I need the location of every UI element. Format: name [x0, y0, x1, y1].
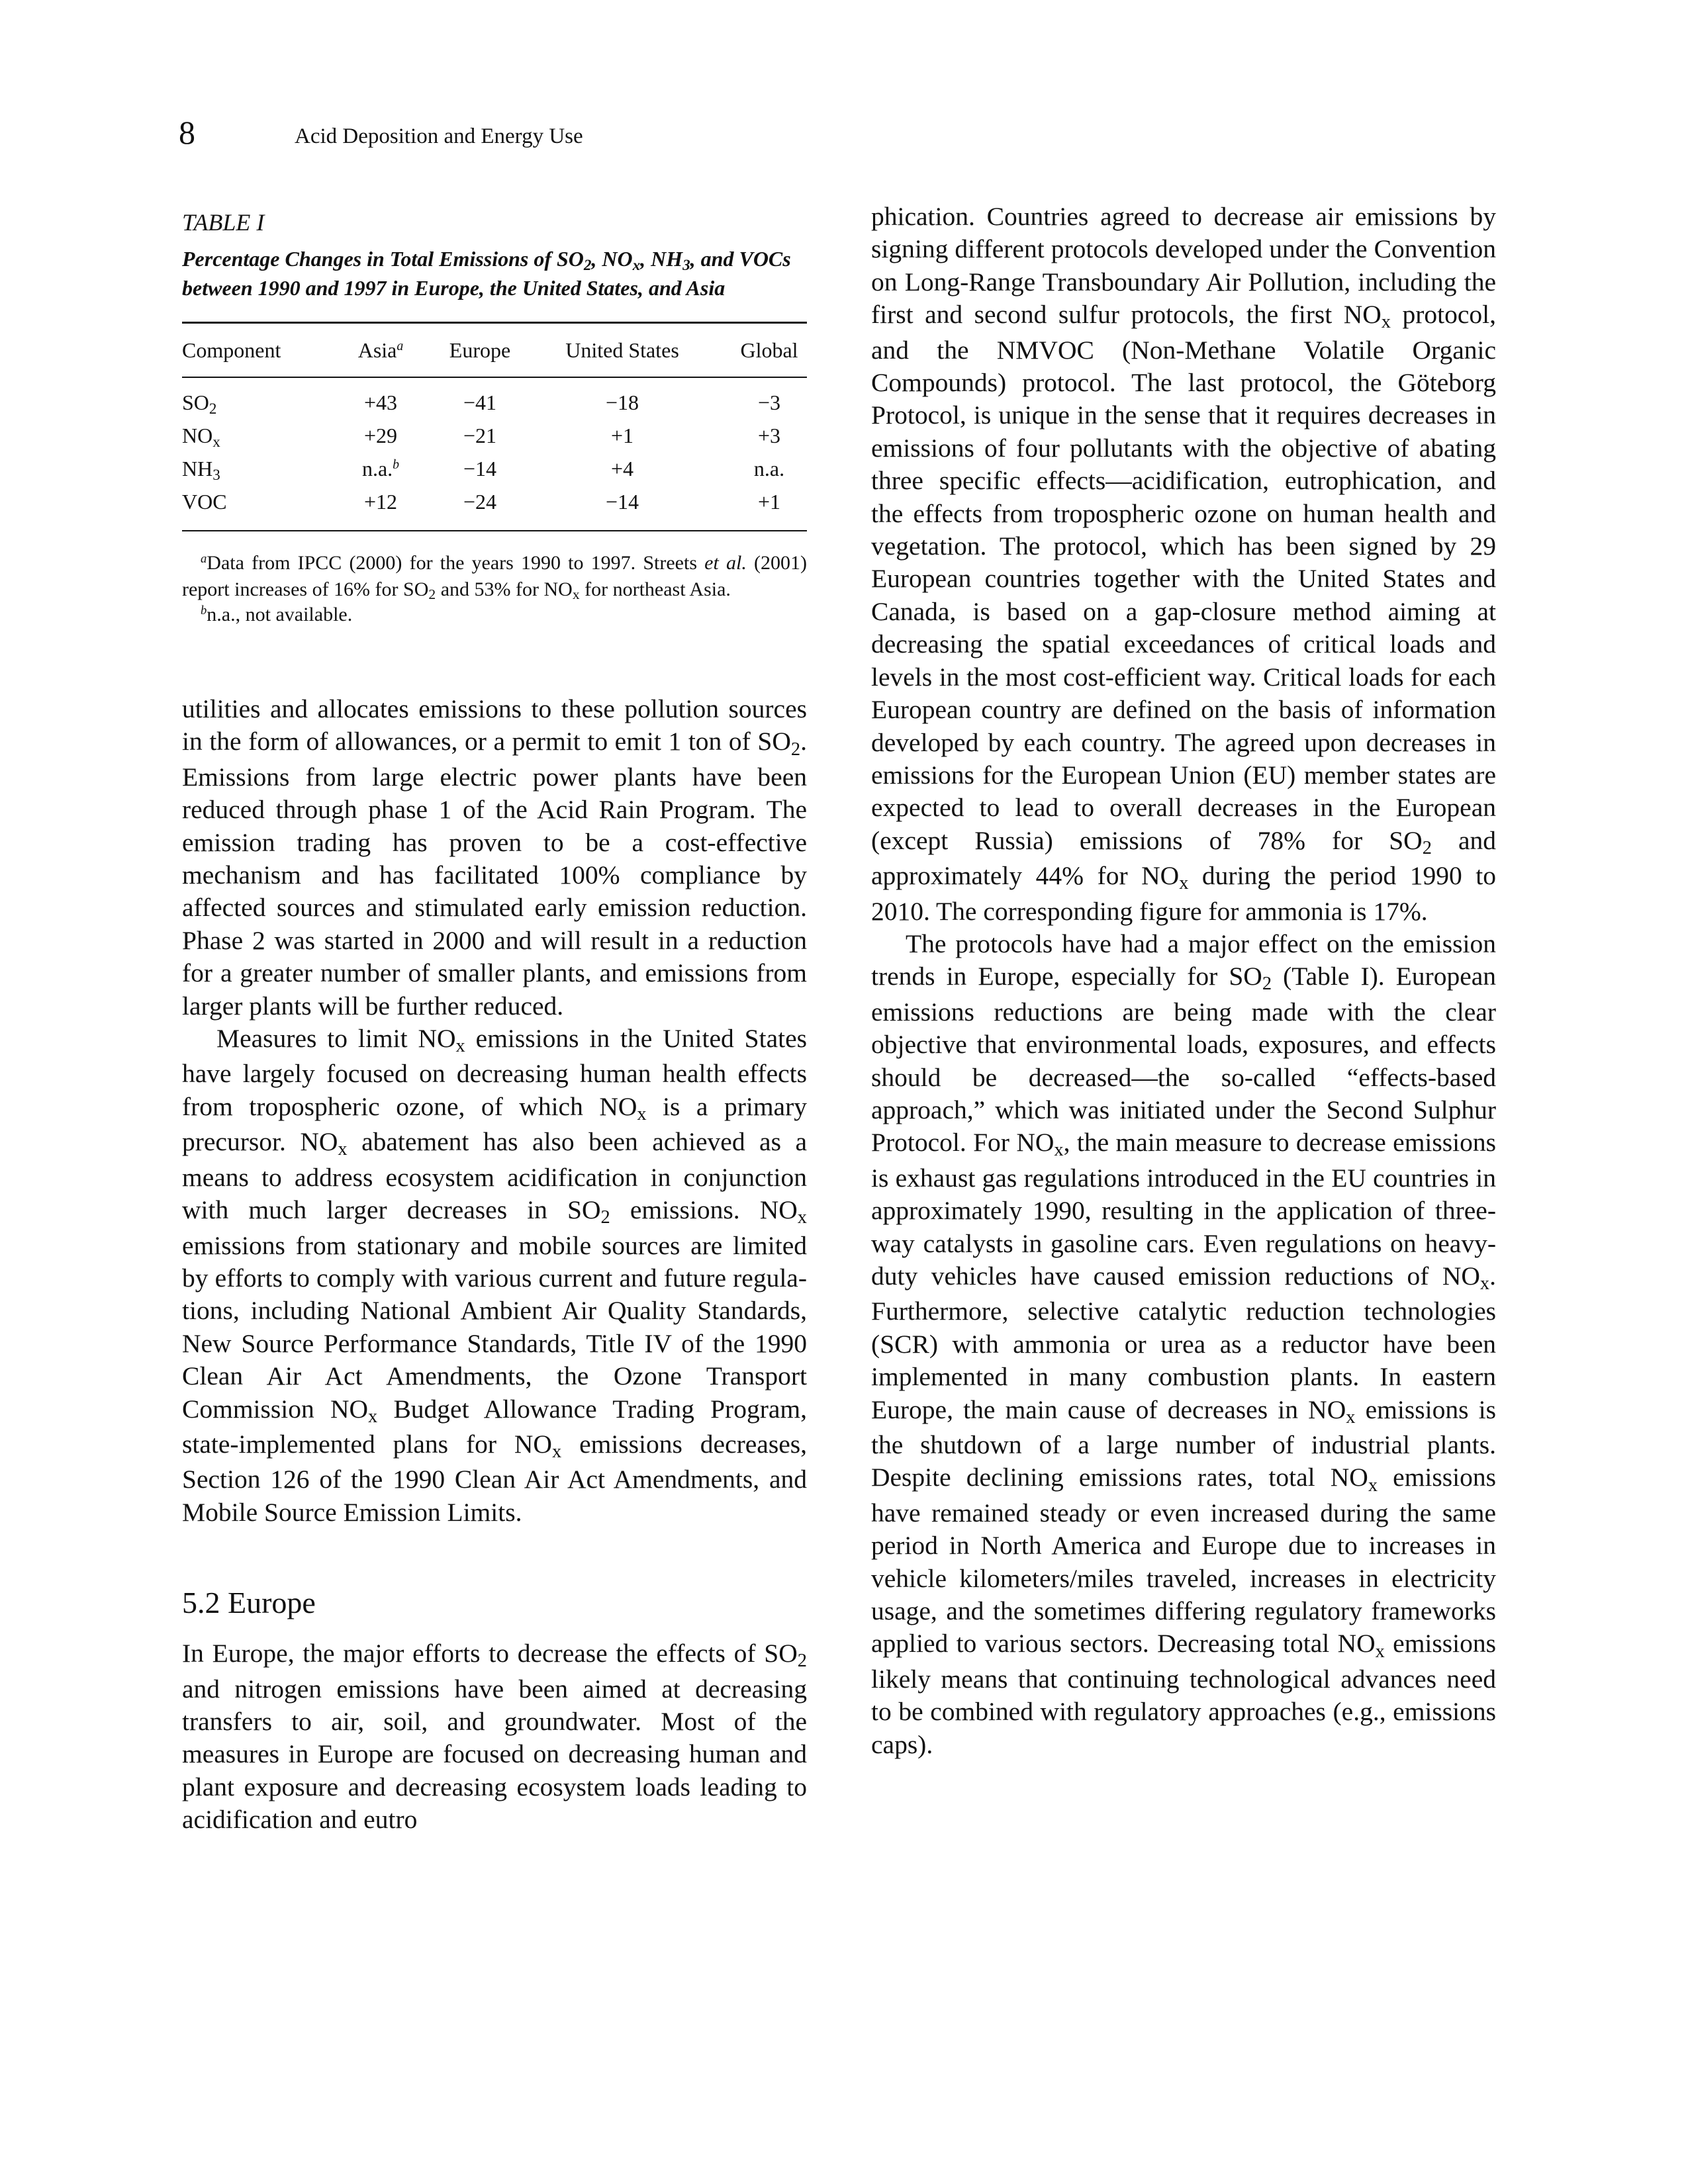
table-footnotes	[182, 531, 807, 657]
table-row: NOx +29 −21 +1 +3	[182, 424, 781, 450]
col-header-global: Global	[740, 338, 798, 362]
table-1	[182, 207, 807, 657]
section-heading: 5.2 Europe	[182, 1586, 316, 1620]
body-paragraph: phication. Countries agreed to decrease air emissions by signing different protocols developed under the Convention on Long-Range Transboundary Air Pollution, including the first and second sulfur protocols, the first NOx protocol, and the NMVOC (Non-Methane Volatile Organic Compounds) protocol. The last protocol, the Göteborg Protocol, is unique in the sense that it requires decreases in emissions of four pollutants with the objective of abating three specific effects—acidification, eutrophication, and the effects from tropospheric ozone on human health and vegetation. The protocol, which has been signed by 29 European countries together with the United States and Canada, is based on a gap-closure method aiming at decreasing the spatial exceedances of critical loads and levels in the most cost-efficient way. Critical loads for each European country are defined on the basis of information developed by each country. The agreed upon decreases in emissions for the European Union (EU) member states are expected to lead to overall decreases in the European (except Russia) emissions of 78% for SO2 and approximately 44% for NOx during the period 1990 to 2010. The corresponding figure for ammonia is 17%.	[871, 202, 1496, 926]
left-column	[182, 201, 807, 1837]
table-row: NH3 n.a.$^b$ −14 +4 n.a.	[182, 457, 785, 483]
right-column	[871, 201, 1496, 1761]
col-header-component: Component	[182, 338, 281, 362]
table-body	[182, 378, 807, 530]
footnote-a: $^a$Data from IPCC (2000) for the years 1990 to 1997. Streets et al. (2001) report increases of 16% for SO2 and 53% for NOx for northeast Asia.	[182, 551, 807, 603]
body-paragraph: The protocols have had a major effect on the emission trends in Europe, especially for SO2 (Table I). European emissions reductions are being made with the clear objective that environmental loads, exposures, and effects should be decreased—the so-called “effects-based approach,” which was initiated under the Second Sulphur Protocol. For NOx, the main measure to decrease emissions is exhaust gas regulations introduced in the EU countries in approximately 1990, resulting in the application of three-way catalysts in gasoline cars. Even regulations on heavy-duty vehicles have caused emission reductions of NOx. Furthermore, selective catalytic reduction technologies (SCR) with ammonia or urea as a reductor have been implemented in many combustion plants. In eastern Europe, the main cause of decreases in NOx emissions is the shutdown of a large number of industrial plants. Despite declining emissions rates, total NOx emissions have remained steady or even increased during the same period in North America and Europe due to increases in vehicle kilometers/miles traveled, increases in electricity usage, and the sometimes differing regulatory frameworks applied to various sectors. Decreasing total NOx emissions likely means that continuing technological advances need to be combined with regulatory approaches (e.g., emissions caps).	[871, 929, 1497, 1759]
table-caption: Percentage Changes in Total Emissions of SO2, NOx, NH3, and VOCs between 1990 and 1997 in Europe, the United States, and Asia	[182, 247, 791, 300]
col-header-us: United States	[565, 338, 679, 362]
body-paragraph: In Europe, the major efforts to decrease the effects of SO2 and nitrogen emissions have been aimed at decreasing transfers to air, soil, and groundwater. Most of the measures in Europe are focused on decreasing human and plant exposure and decreasing ecosystem loads leading to acidification and eutro	[182, 1639, 807, 1835]
table-label: TABLE I	[182, 209, 265, 236]
table-row: SO2 +43 −41 −18 −3	[182, 390, 781, 417]
running-title: Acid Deposition and Energy Use	[295, 124, 583, 148]
table-header-row	[182, 324, 807, 377]
col-header-europe: Europe	[449, 338, 511, 362]
body-paragraph: utilities and allocates emissions to these pollution sources in the form of allowances, or a permit to emit 1 ton of SO2. Emissions from large electric power plants have been reduced through phase 1 of the Acid Rain Program. The emission trading has proven to be a cost-effective mechanism and has facilitated 100% compliance by affected sources and stimulated early emission reduction. Phase 2 was started in 2000 and will result in a reduction for a greater number of smaller plants, and emissions from larger plants will be further reduced.	[182, 694, 807, 1021]
body-paragraph: Measures to limit NOx emissions in the United States have largely focused on decreasing human health effects from tropospheric ozone, of which NOx is a primary precursor. NOx abatement has also been achieved as a means to address ecosystem acidification in conjunction with much larger decreases in SO2 emissions. NOx emissions from stationary and mobile sources are limited by efforts to comply with various current and future regulations, including National Ambient Air Quality Standards, New Source Performance Standards, Title IV of the 1990 Clean Air Act Amendments, the Ozone Transport Commission NOx Budget Allowance Trading Program, state-implemented plans for NOx emissions decreases, Section 126 of the 1990 Clean Air Act Amendments, and Mobile Source Emission Limits.	[182, 1024, 807, 1527]
page-number: 8	[179, 114, 195, 151]
table-row: VOC +12 −24 −14 +1	[182, 490, 781, 514]
col-header-asia: Asia$^a$	[357, 338, 404, 362]
footnote-b: $^b$n.a., not available.	[201, 603, 353, 625]
